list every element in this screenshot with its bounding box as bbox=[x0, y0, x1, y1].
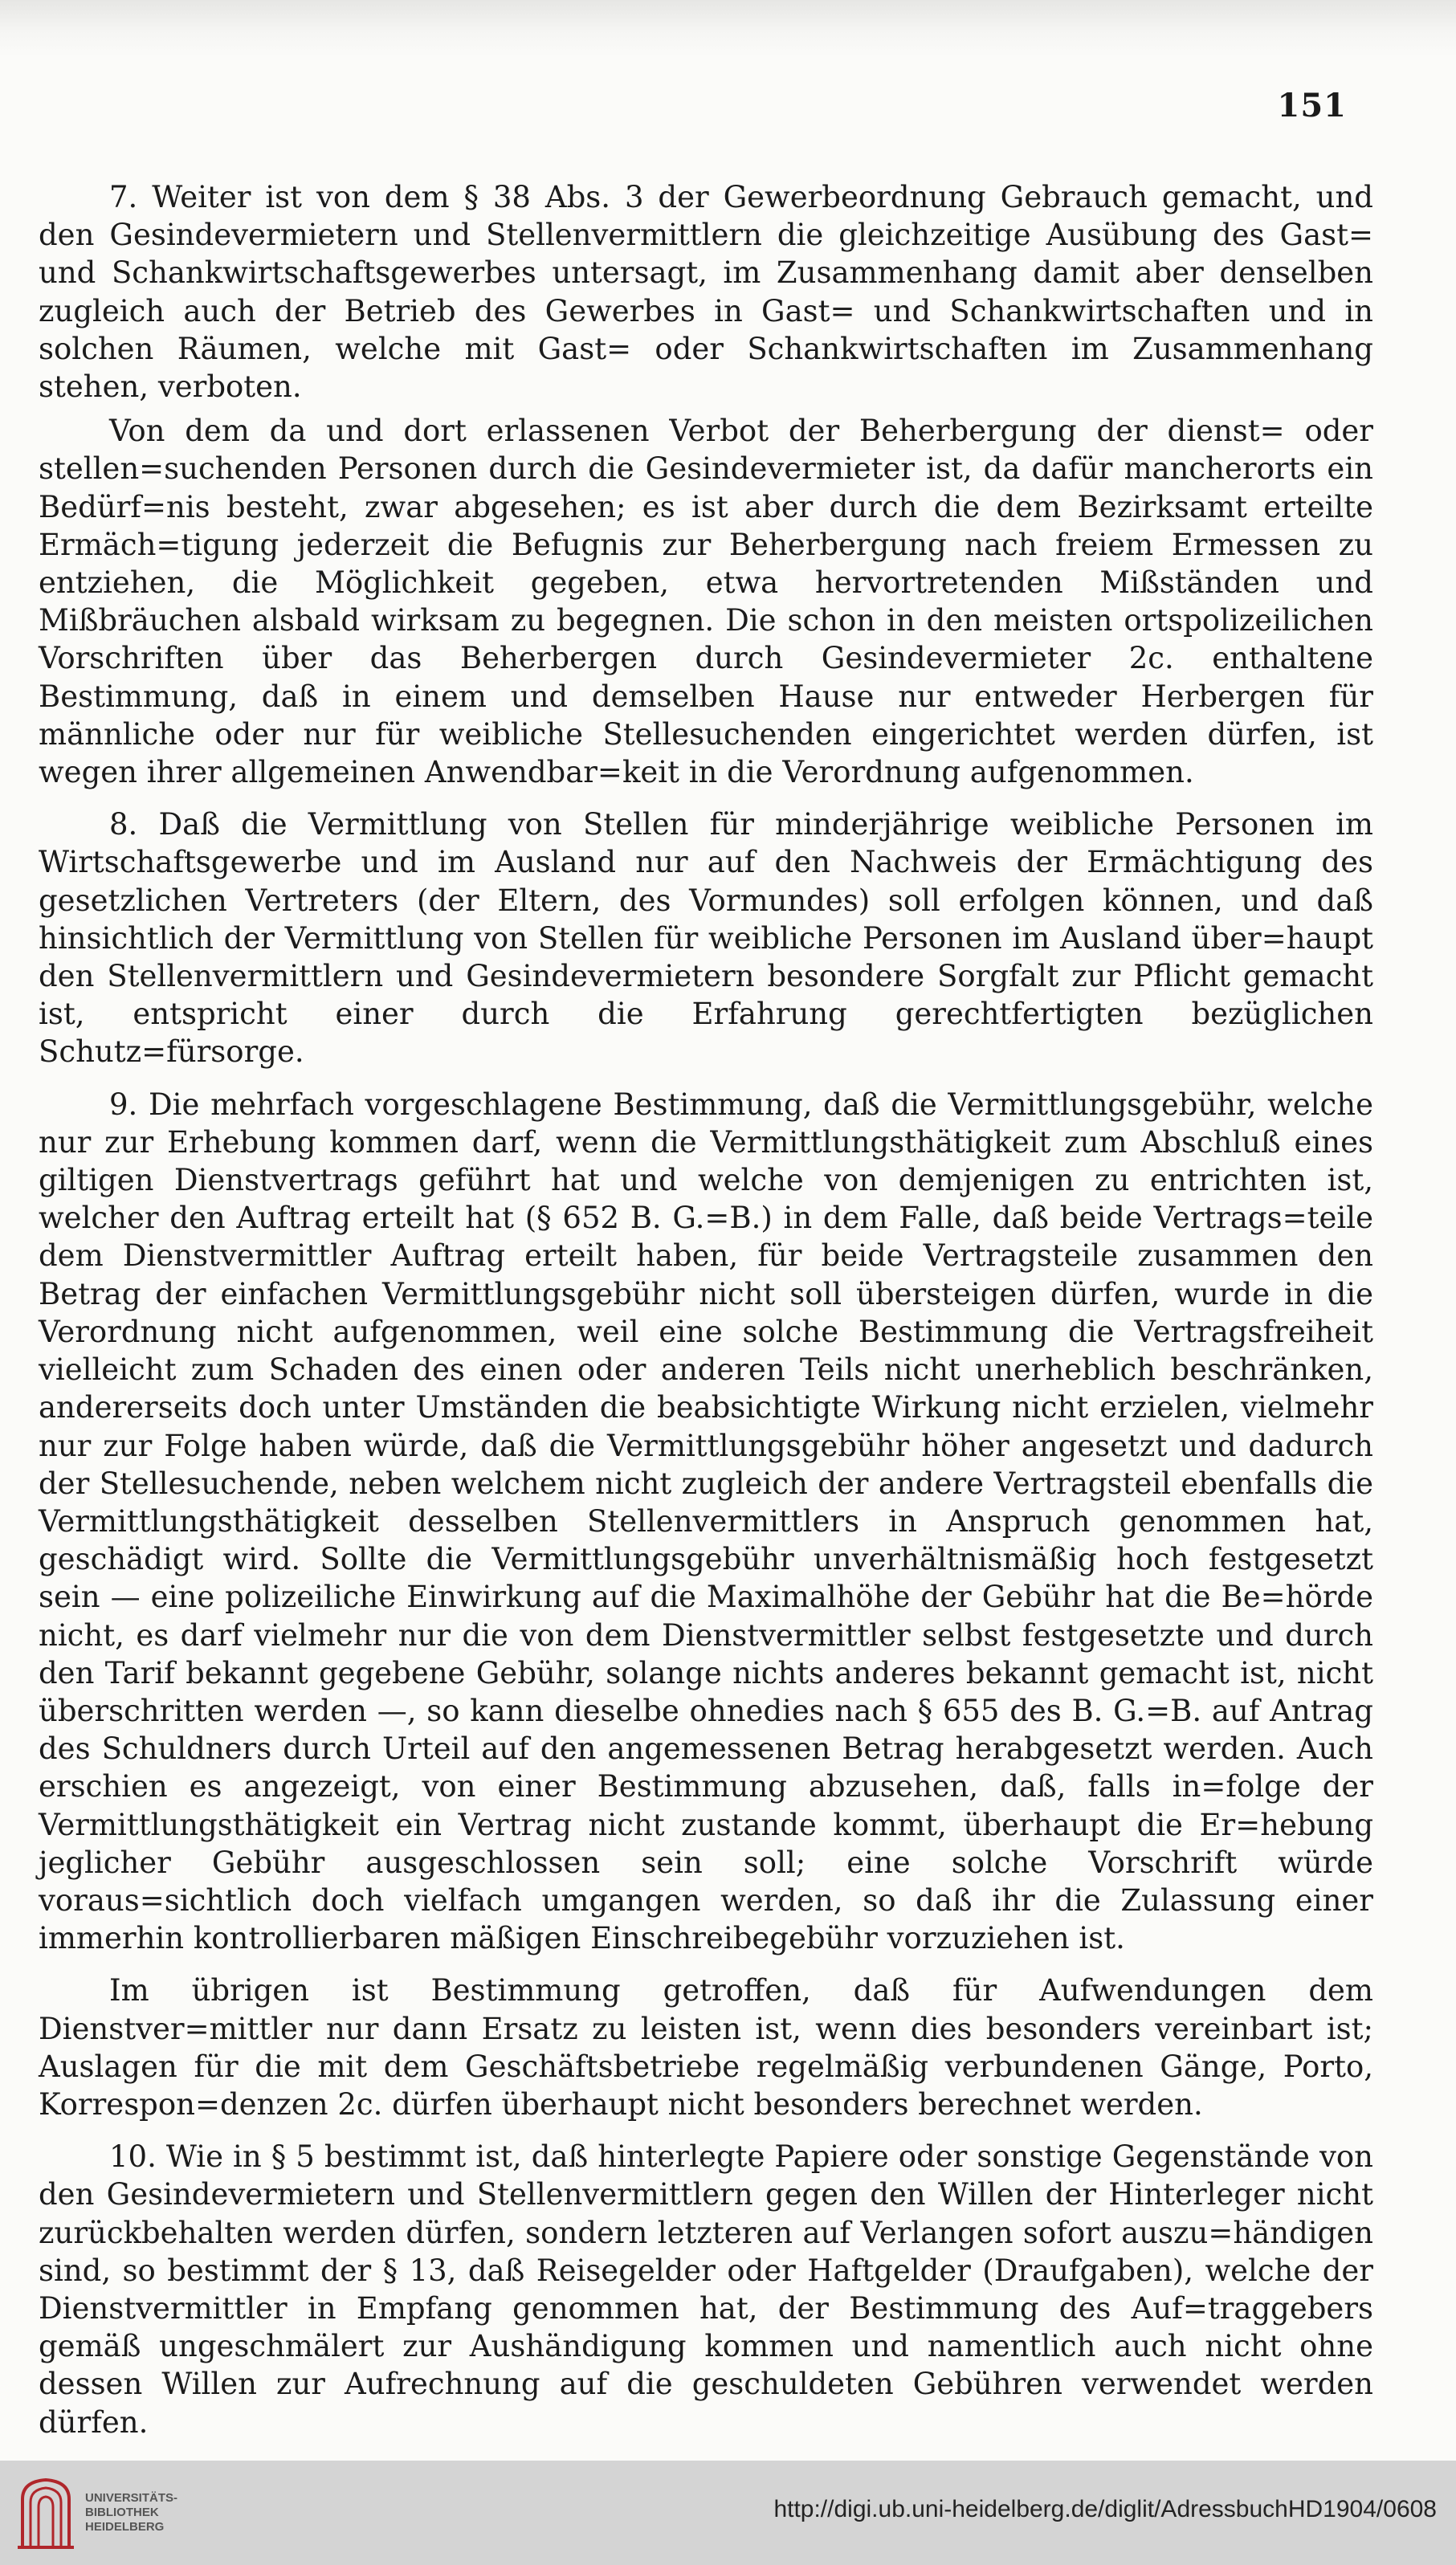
paragraph-8: 8. Daß die Vermittlung von Stellen für minderjährige weibliche Personen im Wirtschaftsgewerbe und im Ausland nur auf den Nachweis der Ermächtigung des gesetzlichen Vertreters (der Eltern, des Vormundes) soll erfolgen können, und daß hinsichtlich der Vermittlung von Stellen für weibliche Personen im Ausland über=haupt den Stellenvermittlern und Gesindevermietern besondere Sorgfalt zur Pflicht gemacht ist, entspricht einer durch die Erfahrung gerechtfertigten bezüglichen Schutz=fürsorge. bbox=[39, 807, 1373, 1070]
scan-top-edge bbox=[0, 0, 1456, 56]
document-body bbox=[39, 178, 1373, 2448]
paragraph-9: 9. Die mehrfach vorgeschlagene Bestimmung, daß die Vermittlungsgebühr, welche nur zur Erhebung kommen darf, wenn die Vermittlungsthätigkeit zum Abschluß eines giltigen Dienstvertrags geführt hat und welche von demjenigen zu entrichten ist, welcher den Auftrag erteilt hat (§ 652 B. G.=B.) in dem Falle, daß beide Vertrags=teile dem Dienstvermittler Auftrag erteilt haben, für beide Vertragsteile zusammen den Betrag der einfachen Vermittlungsgebühr nicht soll übersteigen dürfen, wurde in die Verordnung nicht aufgenommen, weil eine solche Bestimmung die Vertragsfreiheit vielleicht zum Schaden des einen oder anderen Teils nicht unerheblich beschränken, andererseits doch unter Umständen die beabsichtigte Wirkung nicht erzielen, vielmehr nur zur Folge haben würde, daß die Vermittlungsgebühr höher angesetzt und dadurch der Stellesuchende, neben welchem nicht zugleich der andere Vertragsteil ebenfalls die Vermittlungsthätigkeit desselben Stellenvermittlers in Anspruch genommen hat, geschädigt wird. Sollte die Vermittlungsgebühr unverhältnismäßig hoch festgesetzt sein — eine polizeiliche Einwirkung auf die Maximalhöhe der Gebühr hat die Be=hörde nicht, es darf vielmehr nur die von dem Dienstvermittler selbst festgesetzte und durch den Tarif bekannt gegebene Gebühr, solange nichts anderes bekannt gemacht ist, nicht überschritten werden —, so kann dieselbe ohnedies nach § 655 des B. G.=B. auf Antrag des Schuldners durch Urteil auf den angemessenen Betrag herabgesetzt werden. Auch erschien es angezeigt, von einer Bestimmung abzusehen, daß, falls in=folge der Vermittlungsthätigkeit ein Vertrag nicht zustande kommt, überhaupt die Er=hebung jeglicher Gebühr ausgeschlossen sein soll; eine solche Vorschrift würde voraus=sichtlich doch vielfach umgangen werden, so daß ihr die Zulassung einer immerhin kontrollierbaren mäßigen Einschreibegebühr vorzuziehen ist. bbox=[39, 1087, 1373, 1956]
source-url-link[interactable]: http://digi.ub.uni-heidelberg.de/diglit/AdressbuchHD1904/0608 bbox=[773, 2496, 1437, 2522]
logo-line-1: UNIVERSITÄTS- bbox=[85, 2491, 178, 2505]
paragraph-9-cont: Im übrigen ist Bestimmung getroffen, daß für Aufwendungen dem Dienstver=mittler nur dann Ersatz zu leisten ist, wenn dies besonders vereinbart ist; Auslagen für die mit dem Geschäftsbetriebe regelmäßig verbundenen Gänge, Porto, Korrespon=denzen 2c. dürfen überhaupt nicht besonders berechnet werden. bbox=[39, 1973, 1373, 2122]
university-seal-icon bbox=[14, 2475, 77, 2551]
paragraph-7: 7. Weiter ist von dem § 38 Abs. 3 der Gewerbeordnung Gebrauch gemacht, und den Gesindevermietern und Stellenvermittlern die gleichzeitige Ausübung des Gast= und Schankwirtschaftsgewerbes untersagt, im Zusammenhang damit aber denselben zugleich auch der Betrieb des Gewerbes in Gast= und Schankwirtschaften und in solchen Räumen, welche mit Gast= oder Schankwirtschaften im Zusammenhang stehen, verboten. bbox=[39, 180, 1373, 405]
logo-line-3: HEIDELBERG bbox=[85, 2520, 165, 2534]
logo-line-2: BIBLIOTHEK bbox=[85, 2506, 159, 2519]
library-logo[interactable] bbox=[14, 2473, 191, 2552]
page-number: 151 bbox=[1277, 87, 1347, 124]
paragraph-10: 10. Wie in § 5 bestimmt ist, daß hinterlegte Papiere oder sonstige Gegenstände von den Gesindevermietern und Stellenvermittlern gegen den Willen der Hinterleger nicht zurückbehalten werden dürfen, sondern letzteren auf Verlangen sofort auszu=händigen sind, so bestimmt der § 13, daß Reisegelder oder Haftgelder (Draufgaben), welche der Dienstvermittler in Empfang genommen hat, der Bestimmung des Auf=traggebers gemäß ungeschmälert zur Aushändigung kommen und namentlich auch nicht ohne dessen Willen zur Aufrechnung auf die geschuldeten Gebühren verwendet werden dürfen. bbox=[39, 2139, 1373, 2440]
paragraph-7-cont: Von dem da und dort erlassenen Verbot der Beherbergung der dienst= oder stellen=suchenden Personen durch die Gesindevermieter ist, da dafür mancherorts ein Bedürf=nis besteht, zwar abgesehen; es ist aber durch die dem Bezirksamt erteilte Ermäch=tigung jederzeit die Befugnis zur Beherbergung nach freiem Ermessen zu entziehen, die Möglichkeit gegeben, etwa hervortretenden Mißständen und Mißbräuchen alsbald wirksam zu begegnen. Die schon in den meisten ortspolizeilichen Vorschriften über das Beherbergen durch Gesindevermieter 2c. enthaltene Bestimmung, daß in einem und demselben Hause nur entweder Herbergen für männliche oder nur für weibliche Stellesuchenden eingerichtet werden dürfen, ist wegen ihrer allgemeinen Anwendbar=keit in die Verordnung aufgenommen. bbox=[39, 414, 1373, 790]
footer-bar bbox=[0, 2461, 1456, 2565]
